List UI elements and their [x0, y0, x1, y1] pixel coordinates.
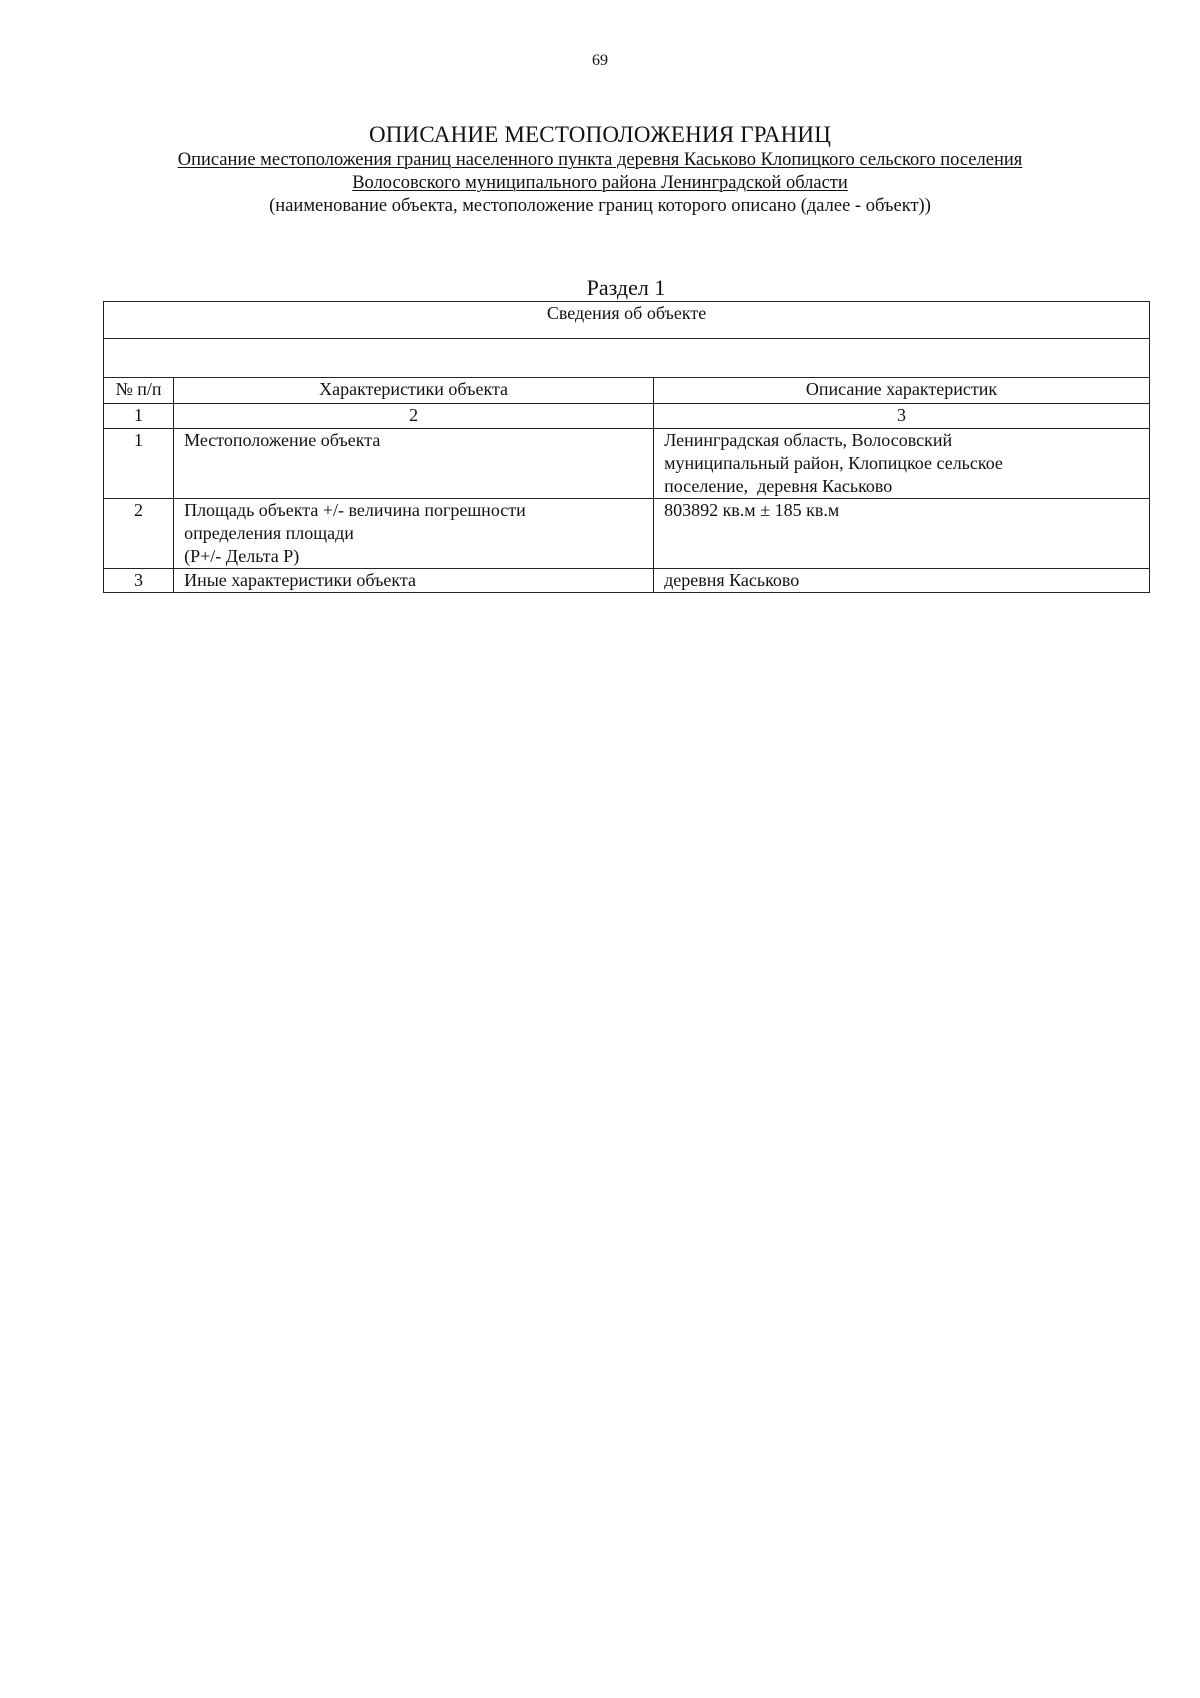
- row-description: [654, 429, 1150, 499]
- row-description: [654, 569, 1150, 593]
- column-header-characteristic: Характеристики объекта: [174, 378, 654, 404]
- text-line: Местоположение объекта: [184, 430, 381, 450]
- table-column-numbers: [104, 404, 1150, 429]
- object-name-line-2: Волосовского муниципального района Ленинградской области: [352, 173, 848, 193]
- row-number: 1: [104, 429, 174, 499]
- text-line: Ленинградская область, Волосовский: [664, 430, 953, 450]
- object-name-block: [100, 149, 1100, 218]
- column-number: 2: [174, 404, 654, 429]
- text-line: 803892 кв.м ± 185 кв.м: [664, 500, 840, 520]
- table-heading-row: [104, 302, 1150, 339]
- table-empty-cell: [104, 339, 1150, 378]
- table-heading: Сведения об объекте: [104, 302, 1150, 339]
- text-line: поселение, деревня Каськово: [664, 476, 893, 496]
- section-title: Раздел 1: [586, 275, 666, 300]
- text-line: муниципальный район, Клопицкое сельское: [664, 453, 1003, 473]
- object-info-table: [103, 301, 1150, 593]
- row-characteristic: [174, 569, 654, 593]
- text-line: (P+/- Дельта P): [184, 546, 300, 566]
- column-header-description: Описание характеристик: [654, 378, 1150, 404]
- column-number: 3: [654, 404, 1150, 429]
- table-row: [104, 429, 1150, 499]
- text-line: Площадь объекта +/- величина погрешности: [184, 500, 526, 520]
- row-characteristic: [174, 429, 654, 499]
- document-title: ОПИСАНИЕ МЕСТОПОЛОЖЕНИЯ ГРАНИЦ: [368, 122, 832, 147]
- row-characteristic: [174, 499, 654, 569]
- column-number: 1: [104, 404, 174, 429]
- column-header-number: № п/п: [104, 378, 174, 404]
- text-line: Иные характеристики объекта: [184, 570, 416, 590]
- table-empty-row: [104, 339, 1150, 378]
- row-number: 3: [104, 569, 174, 593]
- table-row: [104, 569, 1150, 593]
- text-line: определения площади: [184, 523, 354, 543]
- page-number: 69: [592, 52, 608, 69]
- table-column-headers: [104, 378, 1150, 404]
- object-name-line-1: Описание местоположения границ населенного пункта деревня Каськово Клопицкого сельского поселения: [177, 150, 1023, 170]
- object-name-caption: (наименование объекта, местоположение границ которого описано (далее - объект)): [269, 196, 931, 216]
- row-number: 2: [104, 499, 174, 569]
- text-line: деревня Каськово: [664, 570, 800, 590]
- row-description: [654, 499, 1150, 569]
- table-row: [104, 499, 1150, 569]
